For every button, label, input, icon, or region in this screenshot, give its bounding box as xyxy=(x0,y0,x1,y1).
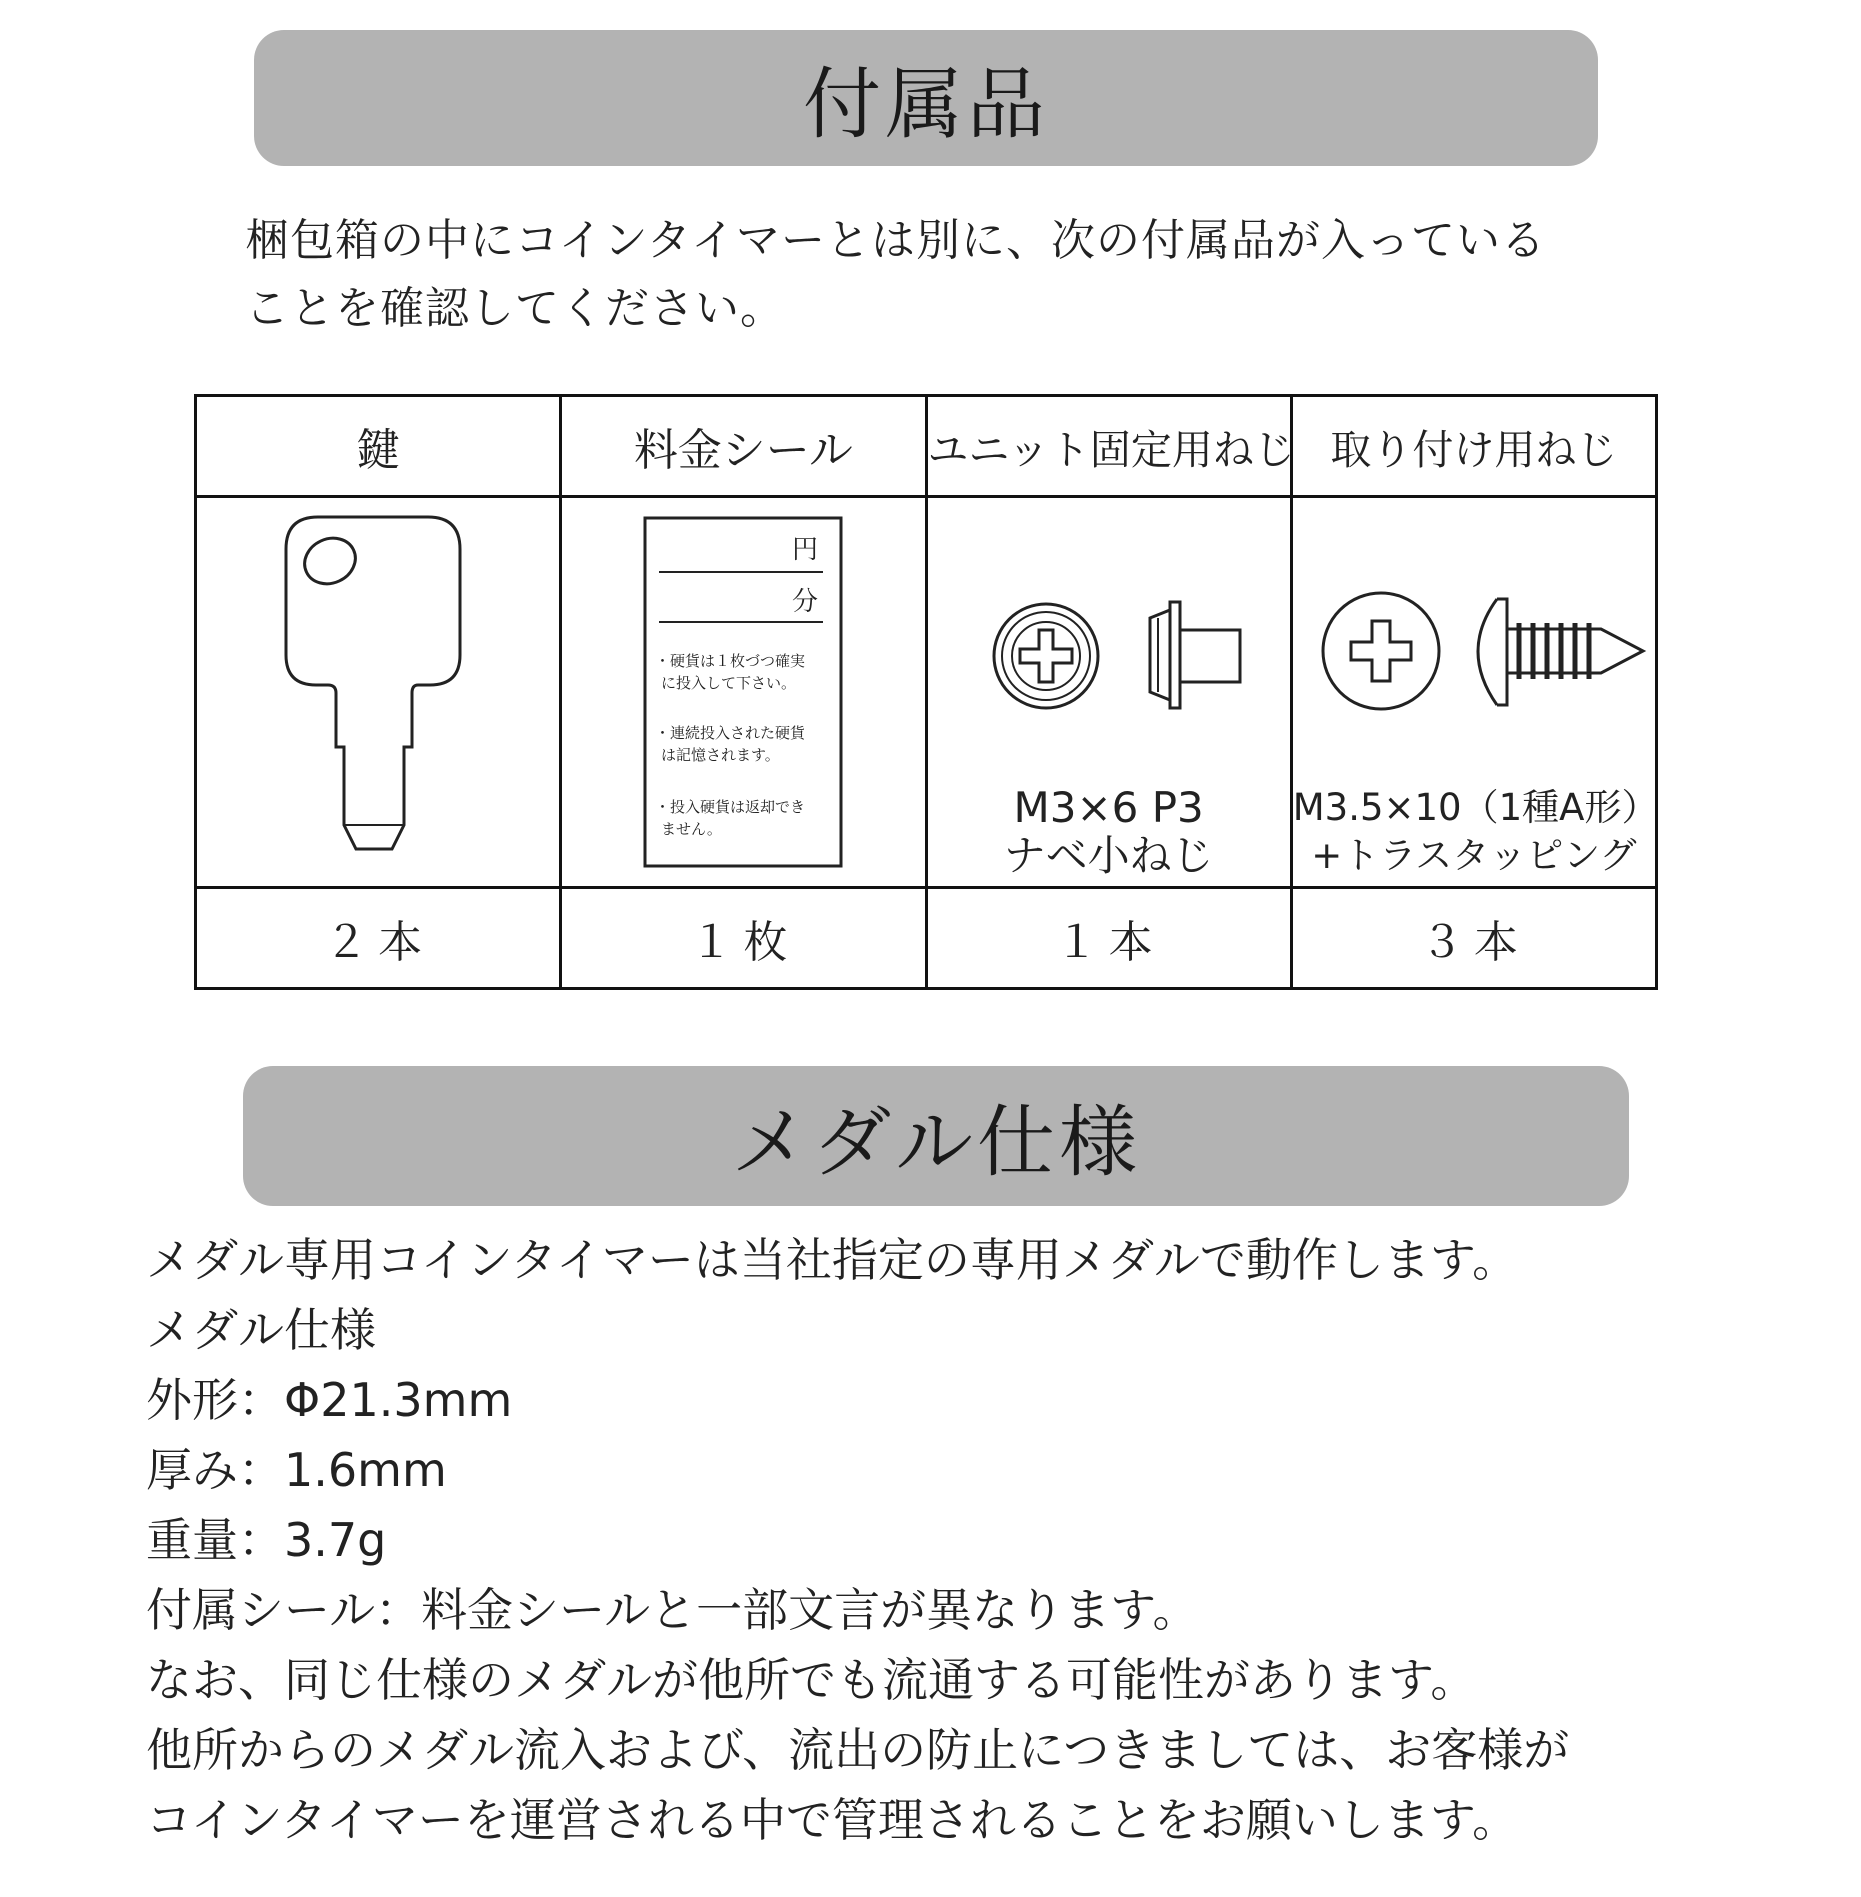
sticker-note-3b: ません。 xyxy=(661,820,723,838)
mounting-screw-cell xyxy=(1291,497,1659,888)
mounting-screw-spec xyxy=(1292,784,1659,880)
unit-screw-spec-line-2: ナベ小ねじ xyxy=(1003,831,1214,880)
medal-sticker-note: 付属シール：料金シールと一部文言が異なります。 xyxy=(146,1583,1199,1637)
sticker-minutes: 分 xyxy=(792,587,819,617)
header-unit-screw: ユニット固定用ねじ xyxy=(926,396,1291,497)
table-quantity-row xyxy=(196,888,1657,989)
qty-mounting-screw: ３本 xyxy=(1291,888,1656,989)
table-image-row xyxy=(196,497,1657,888)
key-icon xyxy=(278,507,478,877)
medal-line-8: 他所からのメダル流入および、流出の防止につきましては、お客様が xyxy=(146,1723,1570,1777)
medal-line-7: なお、同じ仕様のメダルが他所でも流通する可能性があります。 xyxy=(146,1653,1477,1707)
intro-line-2: ことを確認してください。 xyxy=(245,283,785,334)
sticker-note-2a: ・連続投入された硬貨 xyxy=(655,724,806,742)
medal-diameter: 外形：Φ21.3mm xyxy=(146,1373,513,1427)
mounting-screw-spec-line-1: M3.5×10（1種A形） xyxy=(1292,786,1659,829)
accessories-intro xyxy=(245,207,1645,343)
mounting-screw-spec-line-2: +トラスタッピング xyxy=(1311,834,1637,877)
qty-price-sticker: １枚 xyxy=(561,888,926,989)
sticker-note-1b: に投入して下さい。 xyxy=(661,674,797,692)
intro-line-1: 梱包箱の中にコインタイマーとは別に、次の付属品が入っている xyxy=(245,215,1547,266)
accessories-title: 付属品 xyxy=(802,60,1049,150)
qty-key: ２本 xyxy=(196,888,561,989)
qty-unit-screw: １本 xyxy=(926,888,1291,989)
medal-line-1: メダル専用コインタイマーは当社指定の専用メダルで動作します。 xyxy=(146,1233,1519,1287)
truss-tapping-screw-icon xyxy=(1301,583,1651,723)
unit-screw-spec xyxy=(928,784,1290,880)
table-header-row xyxy=(196,396,1657,497)
header-price-sticker: 料金シール xyxy=(561,396,926,497)
medal-spec-title: メダル仕様 xyxy=(730,1098,1141,1188)
sticker-cell xyxy=(561,497,926,888)
price-sticker-icon xyxy=(643,516,843,868)
medal-weight: 重量：3.7g xyxy=(146,1513,387,1567)
medal-spec-text xyxy=(146,1225,1746,1855)
medal-spec-title-banner xyxy=(243,1066,1629,1206)
sticker-note-2b: は記憶されます。 xyxy=(661,746,781,764)
header-key: 鍵 xyxy=(196,396,561,497)
medal-line-9: コインタイマーを運営される中で管理されることをお願いします。 xyxy=(146,1793,1519,1847)
accessories-table xyxy=(194,394,1658,990)
unit-screw-spec-line-1: M3×6 P3 xyxy=(1013,783,1204,832)
header-mounting-screw: 取り付け用ねじ xyxy=(1291,396,1656,497)
key-cell xyxy=(196,497,561,888)
sticker-note-3a: ・投入硬貨は返却でき xyxy=(655,798,806,816)
unit-screw-cell xyxy=(926,497,1291,888)
sticker-note-1a: ・硬貨は１枚づつ確実 xyxy=(655,652,806,670)
accessories-title-banner xyxy=(254,30,1598,166)
pan-screw-icon xyxy=(978,588,1278,728)
sticker-yen: 円 xyxy=(792,535,819,565)
medal-thickness: 厚み：1.6mm xyxy=(146,1443,447,1497)
medal-line-2: メダル仕様 xyxy=(146,1303,376,1357)
